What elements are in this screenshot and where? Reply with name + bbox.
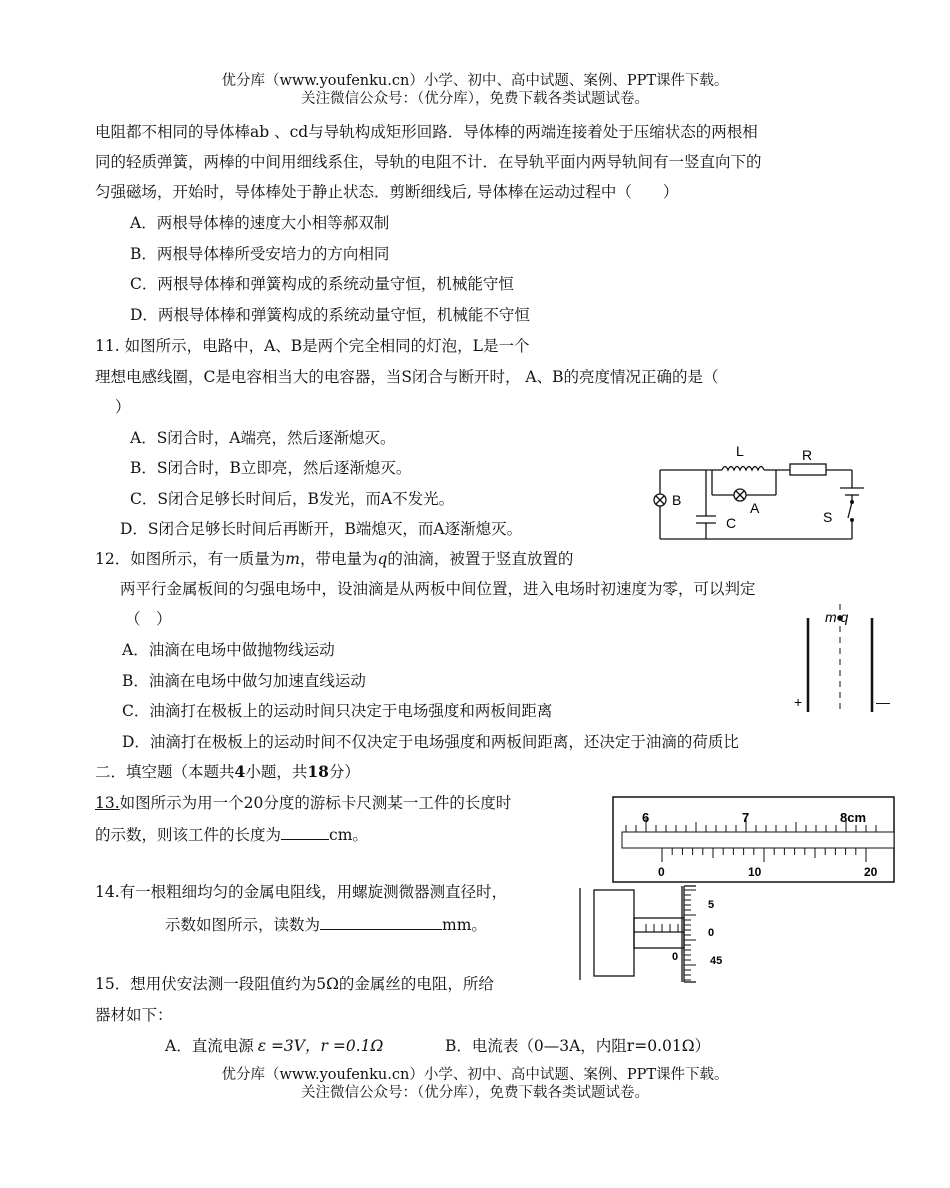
q10-option-d: D．两根导体棒和弹簧构成的系统动量守恒，机械能不守恒 bbox=[130, 306, 530, 324]
q10-option-c: C．两根导体棒和弹簧构成的系统动量守恒，机械能守恒 bbox=[130, 275, 514, 293]
q12-var-m: m bbox=[285, 550, 300, 568]
label-C: C bbox=[726, 515, 737, 531]
page-header-line2: 关注微信公众号：（优分库），免费下载各类试题试卷。 bbox=[301, 91, 649, 107]
section2-pre: 二．填空题（本题共 bbox=[95, 763, 235, 781]
vernier-caliper-figure bbox=[612, 796, 896, 884]
micrometer-figure bbox=[578, 884, 738, 984]
section2-heading bbox=[95, 762, 360, 782]
q13-number: 13. bbox=[95, 794, 120, 812]
label-plus: + bbox=[794, 694, 803, 710]
caliper-vernier-10: 10 bbox=[748, 865, 762, 879]
q10-line2: 同的轻质弹簧，两棒的中间用细线系住，导轨的电阻不计．在导轨平面内两导轨间有一竖直向下的 bbox=[95, 153, 762, 171]
q15-option-a-text: A．直流电源 bbox=[165, 1037, 254, 1055]
q12-var-q: q bbox=[377, 550, 388, 568]
page-footer-line1: 优分库（www.youfenku.cn）小学、初中、高中试题、案例、PPT课件下载。 bbox=[221, 1067, 729, 1083]
q11-option-a: A．S闭合时，A端亮，然后逐渐熄灭。 bbox=[130, 429, 396, 447]
q12-option-c: C．油滴打在极板上的运动时间只决定于电场强度和两板间距离 bbox=[122, 702, 553, 720]
caliper-vernier-0: 0 bbox=[658, 865, 665, 879]
q12-line1-pre: 12．如图所示，有一质量为 bbox=[95, 550, 286, 568]
page-footer-line2: 关注微信公众号：（优分库），免费下载各类试题试卷。 bbox=[301, 1085, 649, 1101]
micrometer-0: 0 bbox=[708, 927, 715, 939]
label-S: S bbox=[823, 509, 833, 525]
q12-line3: （ ） bbox=[125, 610, 172, 628]
label-B: B bbox=[672, 492, 682, 508]
q11-line2: 理想电感线圈，C是电容相当大的电容器，当S闭合与断开时， A、B的亮度情况正确的是（ bbox=[95, 368, 719, 386]
caliper-main-8cm: 8cm bbox=[840, 810, 867, 825]
q10-line1: 电阻都不相同的导体棒ab 、cd与导轨构成矩形回路．导体棒的两端连接着处于压缩状态的两根相 bbox=[95, 123, 758, 141]
q12-option-d: D．油滴打在极板上的运动时间不仅决定于电场强度和两板间距离，还决定于油滴的荷质比 bbox=[122, 733, 739, 751]
q13-line1-text: 如图所示为用一个20分度的游标卡尺测某一工件的长度时 bbox=[119, 794, 512, 812]
label-mq: m q bbox=[825, 609, 849, 625]
q13-line2-post: cm。 bbox=[329, 826, 368, 844]
section2-post: 分） bbox=[328, 763, 360, 781]
q12-line1-mid: ，带电量为 bbox=[299, 550, 378, 568]
q14-line2 bbox=[165, 913, 487, 935]
label-minus: — bbox=[876, 694, 890, 710]
q12-line2: 两平行金属板间的匀强电场中，设油滴是从两板中间位置，进入电场时初速度为零，可以判定 bbox=[120, 580, 756, 598]
section2-num1: 4 bbox=[234, 762, 246, 781]
q15-option-a bbox=[165, 1036, 383, 1056]
q12-line1 bbox=[95, 549, 573, 569]
q11-option-d: D．S闭合足够长时间后再断开，B端熄灭，而A逐渐熄灭。 bbox=[120, 520, 523, 538]
q12-option-a: A．油滴在电场中做抛物线运动 bbox=[122, 641, 335, 659]
q10-line3: 匀强磁场，开始时，导体棒处于静止状态．剪断细线后, 导体棒在运动过程中（ ） bbox=[95, 183, 679, 201]
parallel-plates-diagram bbox=[790, 600, 900, 720]
q11-line1: 11. 如图所示，电路中，A、B是两个完全相同的灯泡，L是一个 bbox=[95, 337, 530, 355]
q14-line2-post: mm。 bbox=[442, 916, 487, 934]
section2-mid: 小题，共 bbox=[245, 763, 308, 781]
q14-line2-pre: 示数如图所示，读数为 bbox=[165, 916, 321, 934]
q12-line1-post: 的油滴，被置于竖直放置的 bbox=[387, 550, 574, 568]
q15-line2: 器材如下： bbox=[95, 1006, 173, 1024]
micrometer-5: 5 bbox=[708, 899, 715, 911]
q10-option-a: A．两根导体棒的速度大小相等郝双制 bbox=[130, 214, 390, 232]
q15-line1: 15．想用伏安法测一段阻值约为5Ω的金属丝的电阻，所给 bbox=[95, 975, 494, 993]
caliper-main-7: 7 bbox=[742, 810, 750, 825]
label-R: R bbox=[802, 447, 813, 463]
section2-num2: 18 bbox=[307, 762, 329, 781]
q13-line2 bbox=[95, 823, 368, 845]
page-header-line1: 优分库（www.youfenku.cn）小学、初中、高中试题、案例、PPT课件下载。 bbox=[221, 73, 729, 89]
q15-option-a-formula: ε =3V，r =0.1Ω bbox=[257, 1037, 384, 1055]
q13-line2-pre: 的示数，则该工件的长度为 bbox=[95, 826, 282, 844]
q13-answer-blank[interactable] bbox=[281, 823, 329, 840]
q12-option-b: B．油滴在电场中做匀加速直线运动 bbox=[122, 672, 366, 690]
micrometer-sleeve-0: 0 bbox=[672, 951, 679, 963]
circuit-diagram bbox=[650, 440, 865, 545]
q10-option-b: B．两根导体棒所受安培力的方向相同 bbox=[130, 245, 390, 263]
q14-line1: 14.有一根粗细均匀的金属电阻线，用螺旋测微器测直径时， bbox=[95, 883, 508, 901]
label-A: A bbox=[750, 500, 760, 516]
caliper-vernier-20: 20 bbox=[864, 865, 878, 879]
q13-line1 bbox=[95, 793, 511, 813]
q11-option-c: C．S闭合足够长时间后，B发光，而A不发光。 bbox=[130, 490, 455, 508]
q11-line3: ） bbox=[115, 398, 131, 416]
caliper-main-6: 6 bbox=[642, 810, 650, 825]
q11-option-b: B．S闭合时，B立即亮，然后逐渐熄灭。 bbox=[130, 459, 412, 477]
q15-option-b: B．电流表（0—3A，内阻r=0.01Ω） bbox=[445, 1037, 711, 1055]
micrometer-45: 45 bbox=[710, 955, 723, 967]
label-L: L bbox=[736, 443, 744, 459]
q14-answer-blank[interactable] bbox=[320, 913, 442, 930]
